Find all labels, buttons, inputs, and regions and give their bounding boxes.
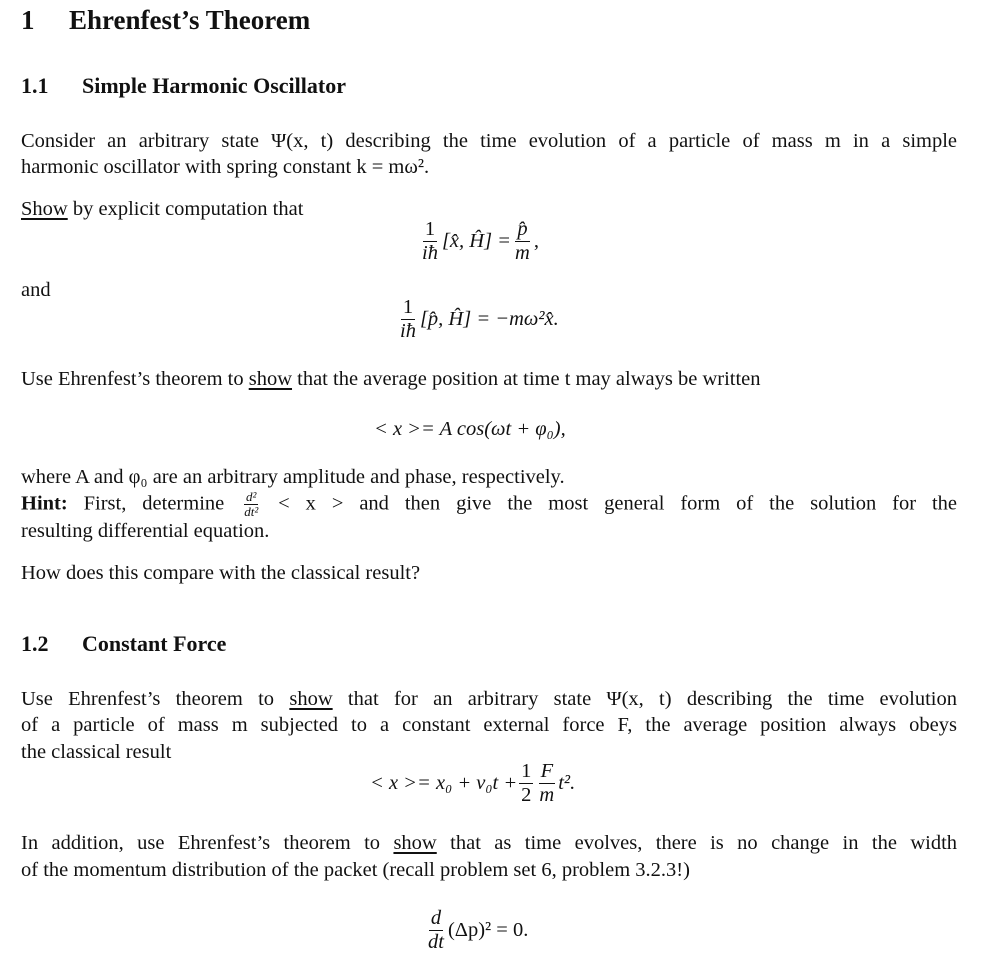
equation-p-h-commutator xyxy=(396,296,559,342)
numerator: F xyxy=(540,760,554,782)
denominator: 2 xyxy=(521,783,532,806)
punct: , xyxy=(533,229,539,252)
text: First, determine xyxy=(67,492,225,515)
numerator: d xyxy=(430,907,442,929)
paragraph-line xyxy=(21,688,957,711)
paragraph-line: the classical result xyxy=(21,741,172,763)
text: Use Ehrenfest’s theorem to xyxy=(21,688,290,710)
denominator: m xyxy=(515,241,530,264)
paragraph-line xyxy=(21,832,957,855)
paragraph-line xyxy=(21,368,761,391)
denominator: iħ xyxy=(422,241,438,264)
underlined-show: Show xyxy=(21,198,68,220)
denominator: m xyxy=(539,783,555,806)
subsection-title: Constant Force xyxy=(82,631,227,656)
paragraph-line: harmonic oscillator with spring constant k = mω². xyxy=(21,156,430,178)
denominator: dt xyxy=(428,930,444,953)
numerator: 1 xyxy=(402,296,414,318)
subsection-heading-1-2 xyxy=(21,631,226,657)
fraction xyxy=(420,218,440,264)
paragraph-line: resulting differential equation. xyxy=(21,520,270,542)
text: Use Ehrenfest’s theorem to xyxy=(21,368,249,390)
equation-average-position: < x >= A cos(ωt + φ₀), xyxy=(374,418,566,440)
equation-x-h-commutator xyxy=(418,218,539,264)
section-title: Ehrenfest’s Theorem xyxy=(69,5,311,35)
paragraph-line xyxy=(21,198,303,221)
fraction xyxy=(519,760,533,806)
hint-line xyxy=(21,490,957,520)
fraction xyxy=(537,760,556,806)
equation-body: (Δp)² = 0. xyxy=(447,918,529,941)
subsection-title: Simple Harmonic Oscillator xyxy=(82,73,346,98)
equation-end: t². xyxy=(558,771,576,794)
text: by explicit computation that xyxy=(67,198,304,220)
subsection-number: 1.2 xyxy=(21,631,49,656)
and-text: and xyxy=(21,279,51,301)
underlined-show: show xyxy=(248,368,293,390)
underlined-show: show xyxy=(289,688,333,710)
numerator: 1 xyxy=(424,218,436,240)
paragraph-line: Consider an arbitrary state Ψ(x, t) describing the time evolution of a particle of mass m in a simple xyxy=(21,130,957,152)
numerator: p̂ xyxy=(517,218,528,240)
section-number: 1 xyxy=(21,5,35,35)
text: that as time evolves, there is no change in the width xyxy=(436,832,958,854)
question-line: How does this compare with the classical result? xyxy=(21,562,421,584)
second-derivative xyxy=(242,490,260,520)
text: that for an arbitrary state Ψ(x, t) describing the time evolution xyxy=(332,688,957,710)
text: In addition, use Ehrenfest’s theorem to xyxy=(21,832,394,854)
subsection-number: 1.1 xyxy=(21,73,49,98)
underlined-show: show xyxy=(393,832,437,854)
paragraph-line: of the momentum distribution of the packet (recall problem set 6, problem 3.2.3!) xyxy=(21,859,690,881)
equation-body: < x >= x₀ + v₀t + xyxy=(370,771,518,794)
equation-body: [x̂, Ĥ] = xyxy=(441,229,512,252)
fraction xyxy=(513,218,532,264)
equation-classical-position xyxy=(370,760,575,806)
numerator: d² xyxy=(246,489,257,504)
paragraph-line: of a particle of mass m subjected to a constant external force F, the average position always obeys xyxy=(21,714,957,736)
denominator: iħ xyxy=(400,319,416,342)
fraction xyxy=(426,907,446,953)
equation-momentum-width xyxy=(424,907,528,953)
numerator: 1 xyxy=(521,760,532,782)
text: < x > and then give the most general form of the solution for the xyxy=(278,492,958,515)
text: that the average position at time t may always be written xyxy=(292,368,761,390)
fraction xyxy=(398,296,418,342)
denominator: dt² xyxy=(244,504,259,520)
subsection-heading-1-1 xyxy=(21,73,346,99)
hint-label: Hint: xyxy=(21,492,68,515)
section-heading xyxy=(21,5,310,36)
equation-body: [p̂, Ĥ] = −mω²x̂. xyxy=(419,307,559,330)
paragraph-line: where A and φ₀ are an arbitrary amplitude and phase, respectively. xyxy=(21,466,565,488)
